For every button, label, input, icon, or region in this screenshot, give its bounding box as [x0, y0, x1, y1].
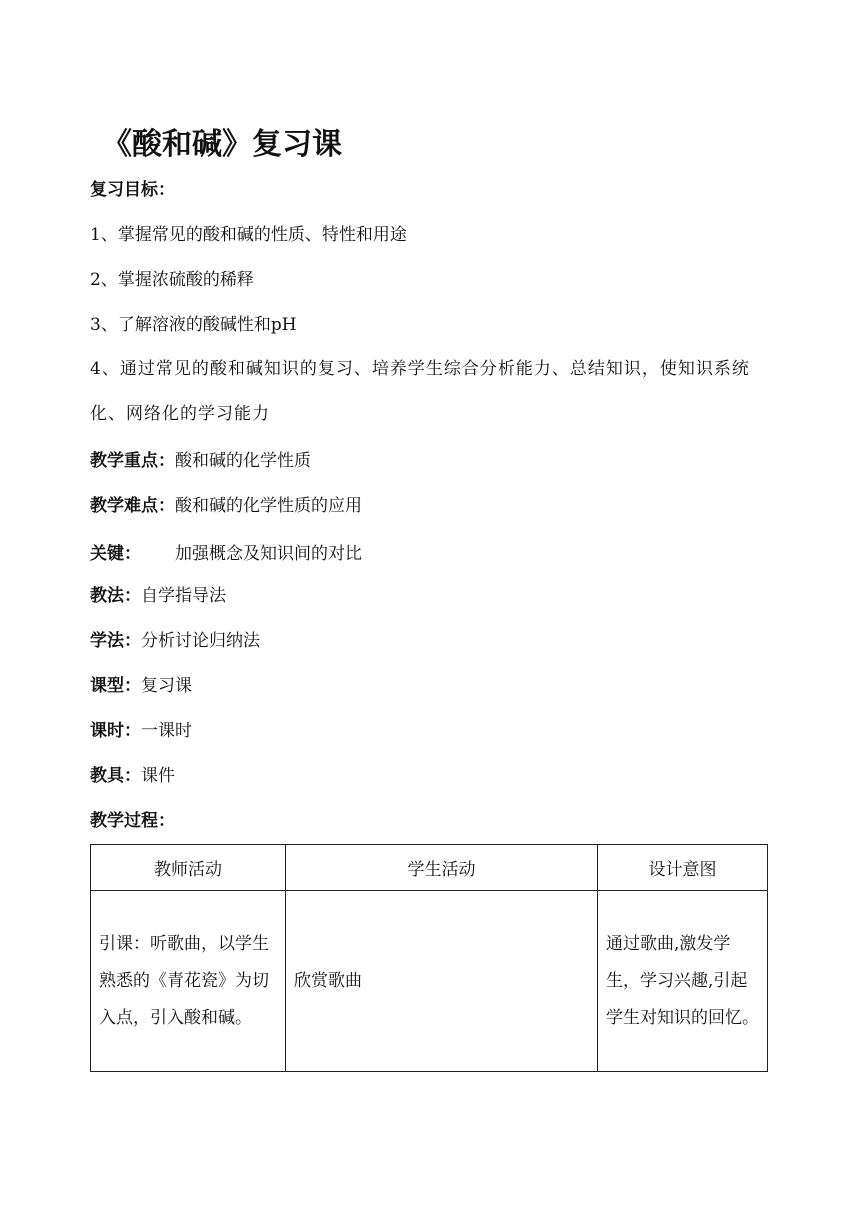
document-title: 《酸和碱》复习课 [102, 127, 342, 162]
key-point-label: 教学重点： [90, 451, 175, 471]
teaching-method-label: 教法： [90, 586, 141, 606]
table-header-row [91, 845, 768, 891]
difficulty-label: 教学难点： [90, 496, 175, 516]
learning-method-row [90, 629, 260, 653]
process-heading: 教学过程： [90, 811, 175, 831]
cell-student-activity: 欣赏歌曲 [286, 891, 598, 1072]
tools-value: 课件 [141, 766, 175, 786]
tools-label: 教具： [90, 766, 141, 786]
key-point-row [90, 449, 311, 473]
lesson-time-label: 课时： [90, 721, 141, 741]
table-row [91, 891, 768, 1072]
lesson-type-value: 复习课 [141, 676, 192, 696]
tools-row [90, 764, 175, 788]
key-label: 关键： [90, 544, 141, 564]
key-row [90, 542, 362, 566]
header-student-activity: 学生活动 [286, 845, 598, 891]
objective-item-1: 1、掌握常见的酸和碱的性质、特性和用途 [90, 225, 407, 245]
lesson-time-row [90, 719, 192, 743]
header-design-intent: 设计意图 [598, 845, 768, 891]
process-table [90, 844, 768, 1072]
header-teacher-activity: 教师活动 [91, 845, 286, 891]
lesson-type-label: 课型： [90, 676, 141, 696]
teaching-method-value: 自学指导法 [141, 586, 226, 606]
teaching-method-row [90, 584, 226, 608]
key-point-value: 酸和碱的化学性质 [175, 451, 311, 471]
objective-item-3: 3、了解溶液的酸碱性和pH [90, 315, 297, 335]
lesson-type-row [90, 674, 192, 698]
lesson-time-value: 一课时 [141, 721, 192, 741]
difficulty-value: 酸和碱的化学性质的应用 [175, 496, 362, 516]
difficulty-row [90, 494, 362, 518]
cell-teacher-activity: 引课：听歌曲，以学生熟悉的《青花瓷》为切入点，引入酸和碱。 [91, 891, 286, 1072]
objective-item-4: 4、通过常见的酸和碱知识的复习、培养学生综合分析能力、总结知识，使知识系统化、网络化的学习能力 [90, 359, 750, 424]
learning-method-value: 分析讨论归纳法 [141, 631, 260, 651]
objectives-heading: 复习目标： [90, 180, 175, 200]
objective-item-2: 2、掌握浓硫酸的稀释 [90, 270, 254, 290]
learning-method-label: 学法： [90, 631, 141, 651]
key-value: 加强概念及知识间的对比 [175, 544, 362, 564]
cell-design-intent: 通过歌曲,激发学生，学习兴趣,引起学生对知识的回忆。 [598, 891, 768, 1072]
